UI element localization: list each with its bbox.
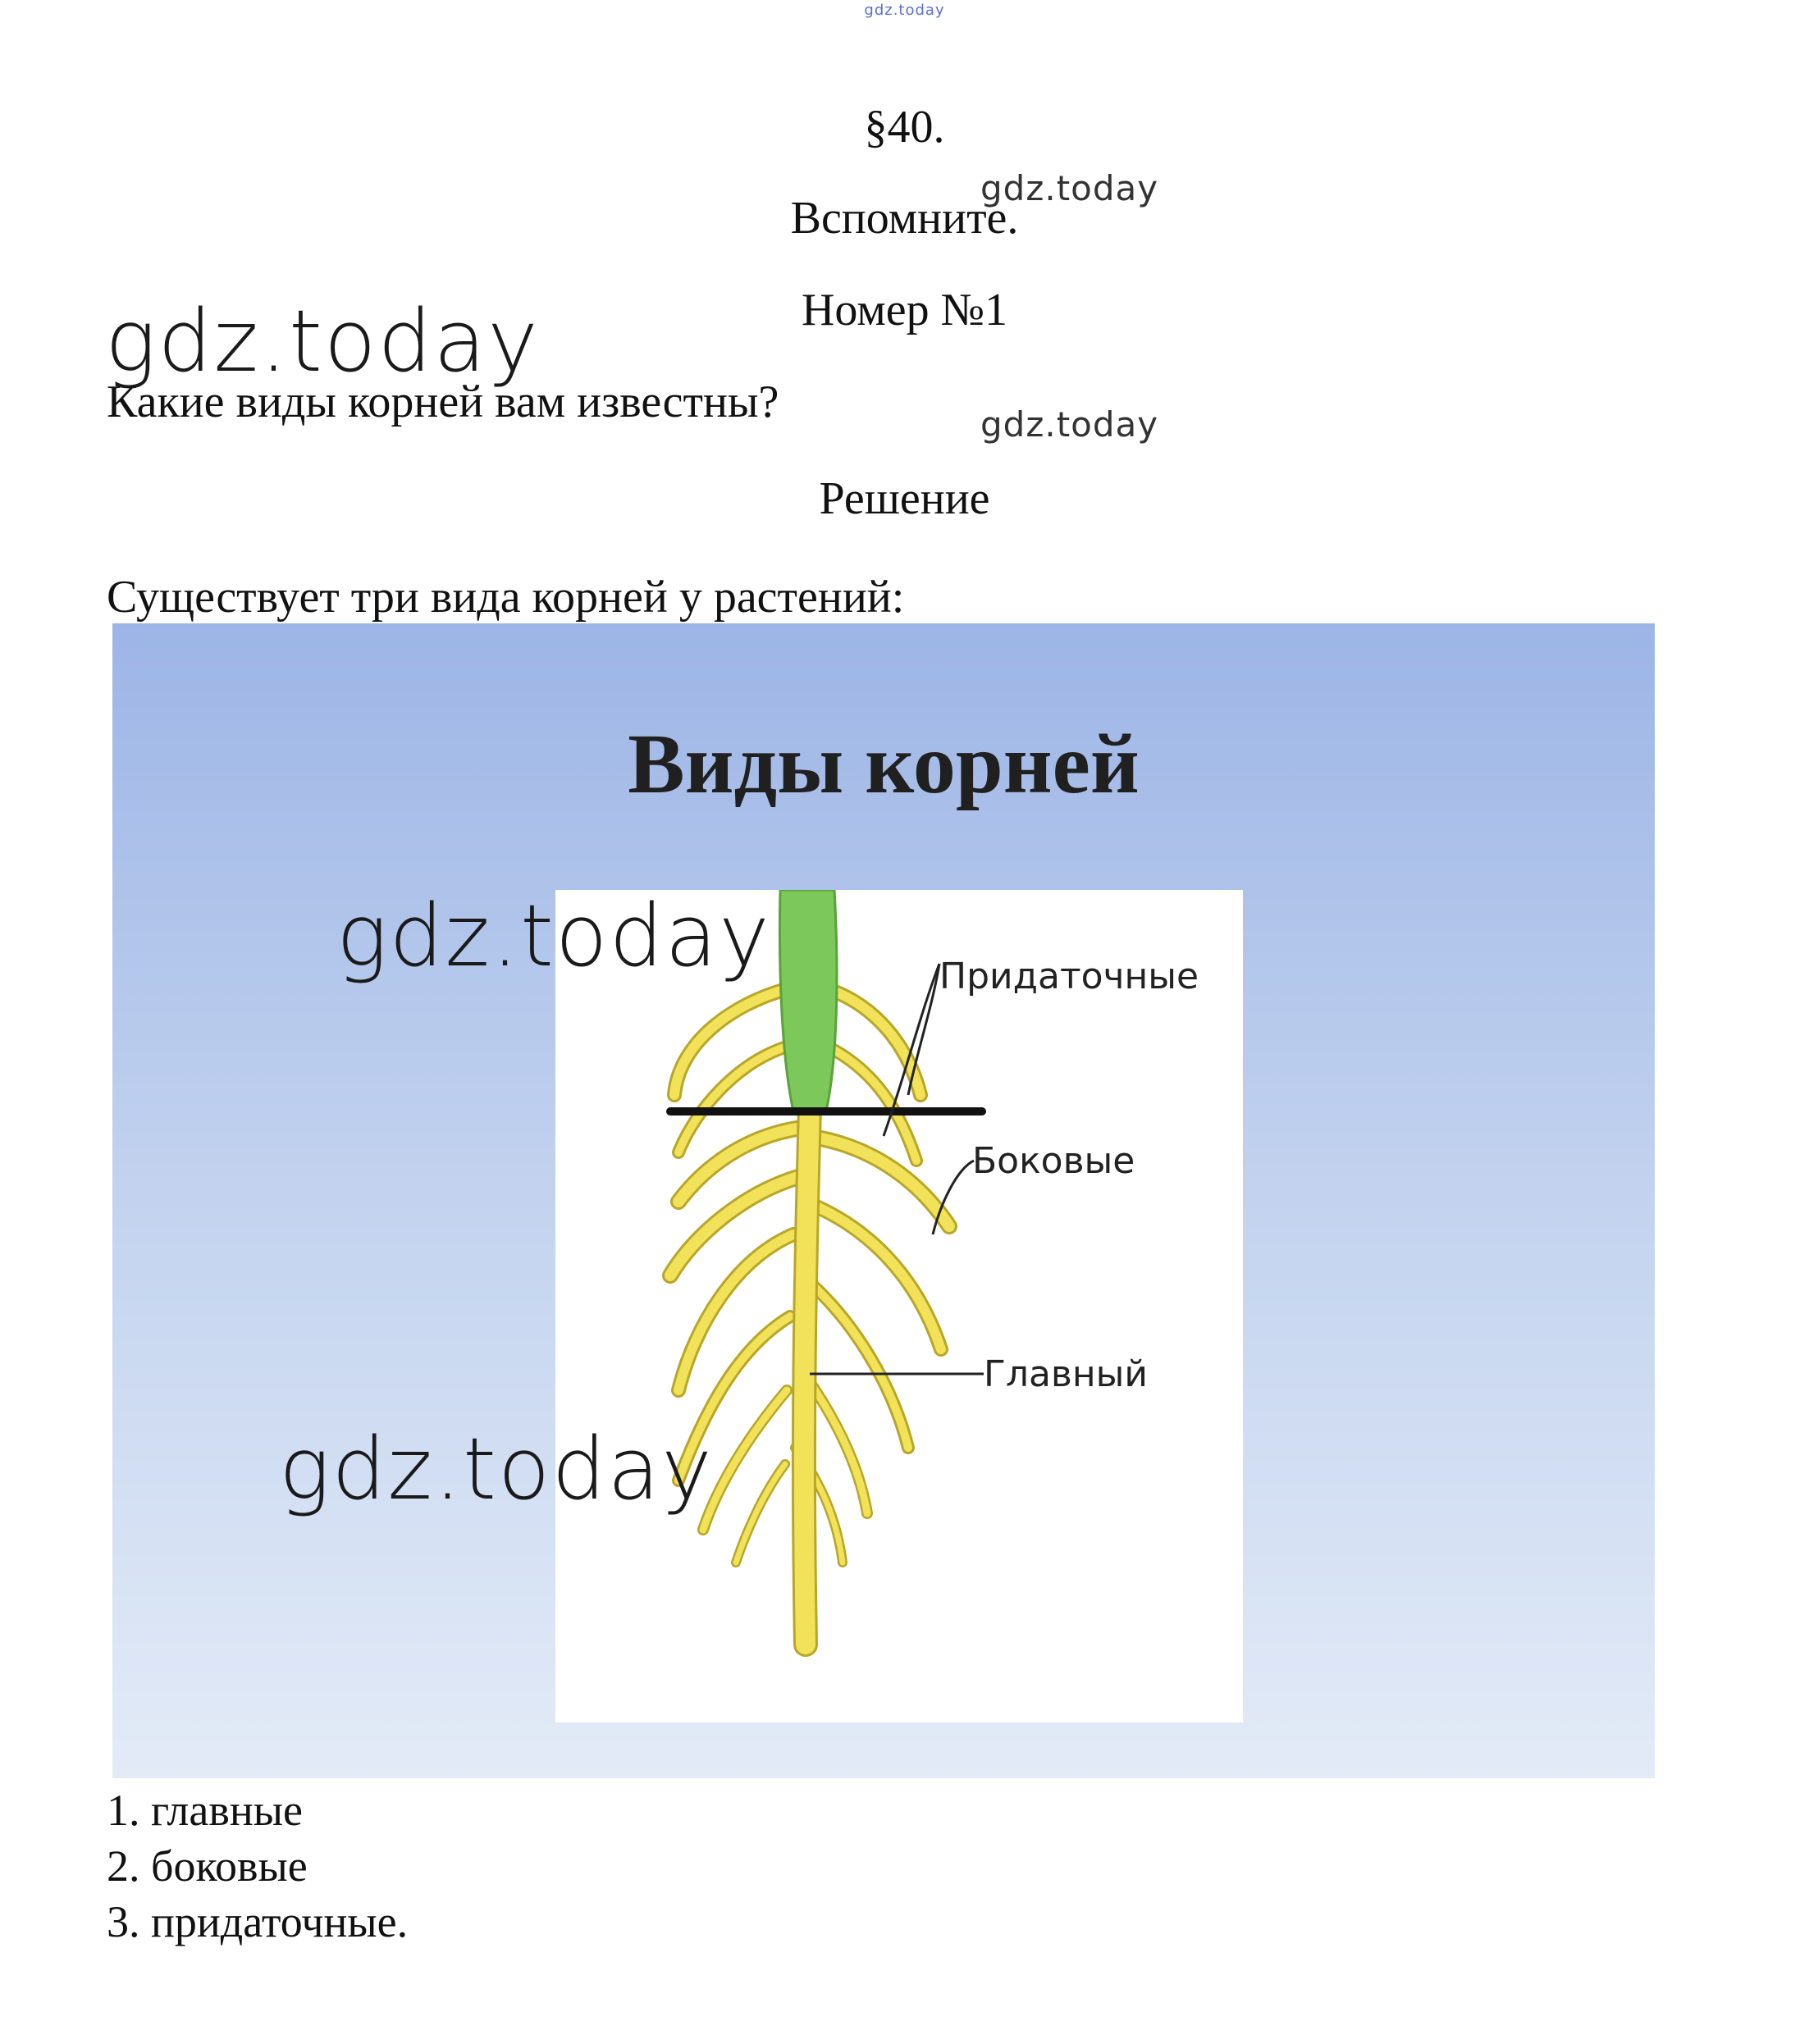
watermark-small-2: gdz.today <box>980 404 1159 445</box>
watermark-large-1: gdz.today <box>105 291 540 391</box>
label-lateral: Боковые <box>972 1140 1135 1182</box>
list-item: 1. главные <box>107 1786 303 1835</box>
label-main: Главный <box>984 1353 1148 1395</box>
list-item: 3. придаточные. <box>107 1897 409 1946</box>
label-adventitious: Придаточные <box>939 956 1199 997</box>
main-root <box>804 1107 810 1645</box>
solution-heading: Решение <box>819 473 990 524</box>
root-types-figure <box>112 623 1655 1778</box>
subtitle: Вспомните. <box>790 193 1019 244</box>
figure-title: Виды корней <box>628 717 1140 811</box>
watermark-large-3: gdz.today <box>279 1419 714 1519</box>
task-number: Номер №1 <box>801 285 1008 335</box>
watermark-large-2: gdz.today <box>336 886 771 986</box>
root-diagram <box>555 890 1243 1722</box>
root-diagram-panel <box>555 890 1243 1722</box>
solution-intro: Существует три вида корней у растений: <box>107 572 905 623</box>
question-text: Какие виды корней вам известны? <box>107 376 779 427</box>
watermark-small-1: gdz.today <box>980 168 1159 208</box>
root-types-list <box>107 1782 408 1950</box>
stem <box>779 890 837 1111</box>
watermark-top: gdz.today <box>864 2 945 19</box>
section-number: §40. <box>864 102 945 153</box>
list-item: 2. боковые <box>107 1841 308 1891</box>
